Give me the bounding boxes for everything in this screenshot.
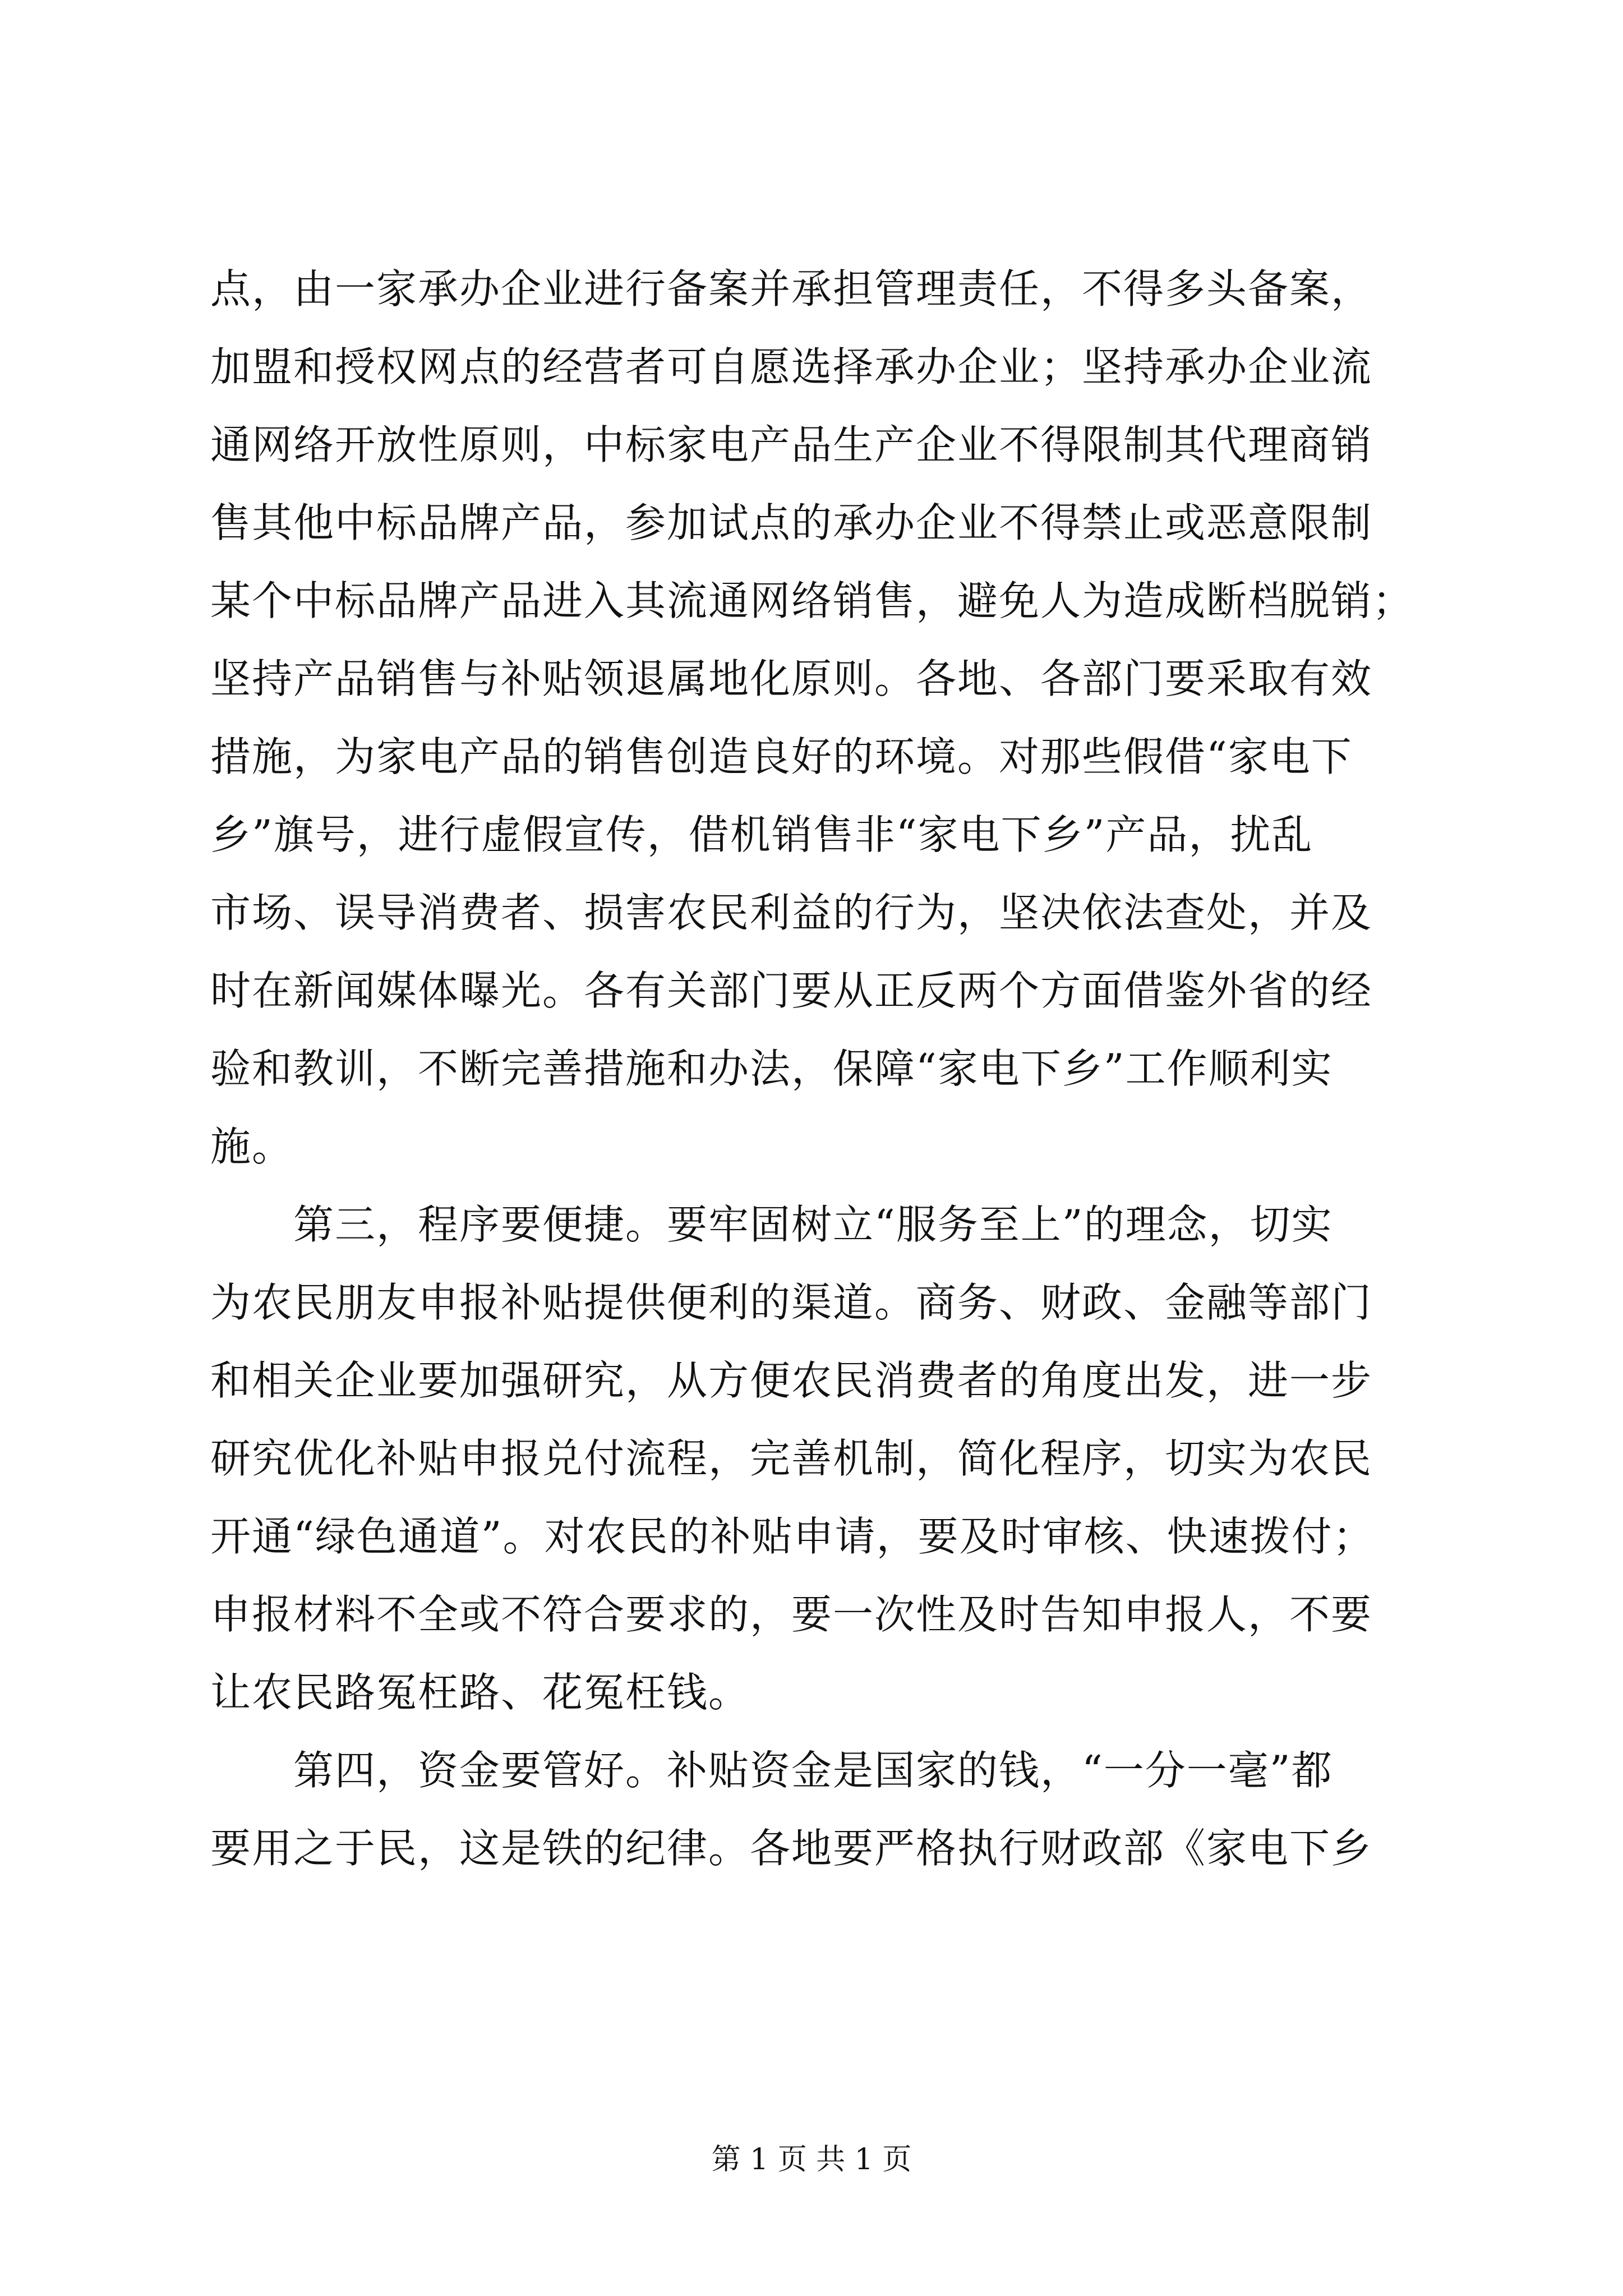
text-line: 售其他中标品牌产品，参加试点的承办企业不得禁止或恶意限制 (210, 499, 1373, 546)
text-line: 和相关企业要加强研究，从方便农民消费者的角度出发，进一步 (210, 1357, 1373, 1404)
text-line: 要用之于民，这是铁的纪律。各地要严格执行财政部《家电下乡 (210, 1825, 1373, 1872)
text-line: 时在新闻媒体曝光。各有关部门要从正反两个方面借鉴外省的经 (210, 967, 1373, 1014)
text-line: 乡”旗号，进行虚假宣传，借机销售非“家电下乡”产品，扰乱 (210, 811, 1313, 858)
text-line: 研究优化补贴申报兑付流程，完善机制，简化程序，切实为农民 (210, 1435, 1373, 1482)
text-line: 加盟和授权网点的经营者可自愿选择承办企业；坚持承办企业流 (210, 343, 1373, 390)
text-line: 施。 (210, 1123, 294, 1170)
text-line: 验和教训，不断完善措施和办法，保障“家电下乡”工作顺利实 (210, 1045, 1333, 1092)
text-line: 通网络开放性原则，中标家电产品生产企业不得限制其代理商销 (210, 421, 1373, 468)
page-number-footer: 第 1 页 共 1 页 (711, 2143, 912, 2177)
text-line: 让农民路冤枉路、花冤枉钱。 (210, 1669, 750, 1716)
text-line: 某个中标品牌产品进入其流通网络销售，避免人为造成断档脱销； (210, 577, 1414, 624)
text-line: 第三，程序要便捷。要牢固树立“服务至上”的理念，切实 (210, 1201, 1333, 1248)
text-line: 为农民朋友申报补贴提供便利的渠道。商务、财政、金融等部门 (210, 1279, 1373, 1326)
text-line: 开通“绿色通道”。对农民的补贴申请，要及时审核、快速拨付； (210, 1513, 1375, 1560)
text-line: 申报材料不全或不符合要求的，要一次性及时告知申报人，不要 (210, 1591, 1373, 1638)
text-line: 第四，资金要管好。补贴资金是国家的钱，“一分一毫”都 (210, 1747, 1333, 1794)
text-line: 坚持产品销售与补贴领退属地化原则。各地、各部门要采取有效 (210, 655, 1373, 702)
text-line: 点，由一家承办企业进行备案并承担管理责任，不得多头备案， (210, 265, 1373, 312)
text-line: 措施，为家电产品的销售创造良好的环境。对那些假借“家电下 (210, 733, 1353, 780)
text-line: 市场、误导消费者、损害农民利益的行为，坚决依法查处，并及 (210, 889, 1373, 936)
